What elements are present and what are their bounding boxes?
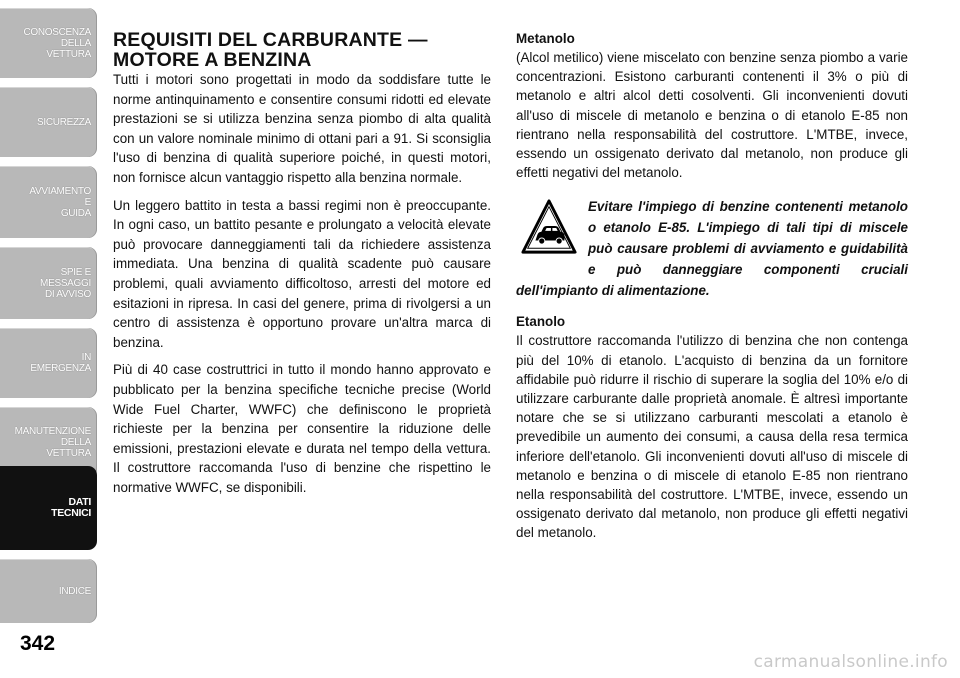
warning-box: [516, 196, 908, 301]
watermark: carmanualsonline.info: [753, 652, 948, 672]
tab-conoscenza-della-vettura[interactable]: [0, 8, 97, 78]
tab-label: MANUTENZIONE DELLA VETTURA: [14, 426, 91, 459]
warning-text: Evitare l'impiego di benzine contenenti metanolo o etanolo E-85. L'impiego di tali tipi di miscele può causare problemi di avviamento e guidabilità e può danneggiare componenti cruciali dell'impianto di alimentazione.: [516, 199, 908, 299]
tab-avviamento-e-guida[interactable]: [0, 166, 97, 238]
subheading-methanol: Metanolo: [516, 31, 575, 46]
tab-indice[interactable]: [0, 559, 97, 623]
paragraph: Un leggero battito in testa a bassi regimi non è preoccupante. In ogni caso, un battito pesante e prolungato a velocità elevate può provocare danneggiamenti tali da richiedere assistenza immediata. Una benzina di qualità scadente può causare problemi, quali avviamento difficoltoso, arresti del motore ed esitazioni in ripresa. In casi del genere, prima di rivolgersi a un centro di assistenza è opportuno provare un'altra marca di benzina.: [113, 197, 491, 350]
tab-spie-e-messaggi[interactable]: [0, 247, 97, 319]
car-warning-triangle-icon: [520, 198, 578, 256]
section-heading: REQUISITI DEL CARBURANTE — MOTORE A BENZINA: [113, 29, 428, 71]
tab-sicurezza[interactable]: [0, 87, 97, 157]
tab-label: INDICE: [58, 585, 91, 597]
tab-label: CONOSCENZA DELLA VETTURA: [23, 26, 91, 60]
tab-label: DATI TECNICI: [51, 496, 91, 519]
page-number: 342: [20, 632, 56, 655]
paragraph: Tutti i motori sono progettati in modo da soddisfare tutte le norme antinquinamento e consentire consumi ridotti ed elevate prestazioni se si utilizza benzina senza piombo di alta qualità con un valore nominale minimo di ottani pari a 91. Si sconsiglia l'uso di benzina di qualità superiore poiché, in questi motori, non fornisce alcun vantaggio rispetto alla benzina normale.: [113, 72, 491, 185]
paragraph: Il costruttore raccomanda l'utilizzo di benzina che non contenga più del 10% di etanolo. L'acquisto di benzina da un fornitore affidabile può ridurre il rischio di superare la soglia del 10% e/o di utilizzare carburante dalle proprietà anomale. È altresì importante notare che se si utilizzano carburanti mescolati a etanolo è prevedibile un aumento dei consumi, a causa della resa termica inferiore dell'etanolo. Gli inconvenienti dovuti all'uso di miscele di metanolo e benzina o di miscele di etanolo E-85 non rientrano nella responsabilità del costruttore. L'MTBE, invece, essendo un ossigenato derivato dal metanolo, non produce gli effetti negativi del metanolo.: [516, 333, 908, 541]
tab-label: IN EMERGENZA: [30, 352, 91, 374]
right-column: [516, 30, 908, 551]
tab-label: AVVIAMENTO E GUIDA: [29, 185, 91, 219]
left-column: [113, 30, 491, 505]
subheading-ethanol: Etanolo: [516, 314, 566, 330]
tab-in-emergenza[interactable]: [0, 328, 97, 398]
tab-label: SICUREZZA: [37, 116, 91, 128]
paragraph: Più di 40 case costruttrici in tutto il mondo hanno approvato e pubblicato per la benzina specifiche tecniche precise (World Wide Fuel Charter, WWFC) che definiscono le proprietà richieste per la benzina per consentire la riduzione delle emissioni, prestazioni elevate e durata nel tempo della vettura. Il costruttore raccomanda l'uso di benzine che rispettino le normative WWFC, se disponibili.: [113, 362, 491, 495]
paragraph: (Alcol metilico) viene miscelato con benzine senza piombo a varie concentrazioni. Esistono carburanti contenenti il 3% o più di metanolo e altri alcol detti cosolventi. Gli inconvenienti dovuti all'uso di miscele di metanolo e benzina o di etanolo E-85 non rientrano nella responsabilità del costruttore. L'MTBE, invece, essendo un ossigenato derivato dal metanolo, non produce gli effetti negativi del metanolo.: [516, 50, 908, 181]
tab-label: SPIE E MESSAGGI DI AVVISO: [40, 266, 91, 300]
tab-dati-tecnici[interactable]: [0, 466, 97, 550]
chapter-tabs: [0, 0, 99, 628]
